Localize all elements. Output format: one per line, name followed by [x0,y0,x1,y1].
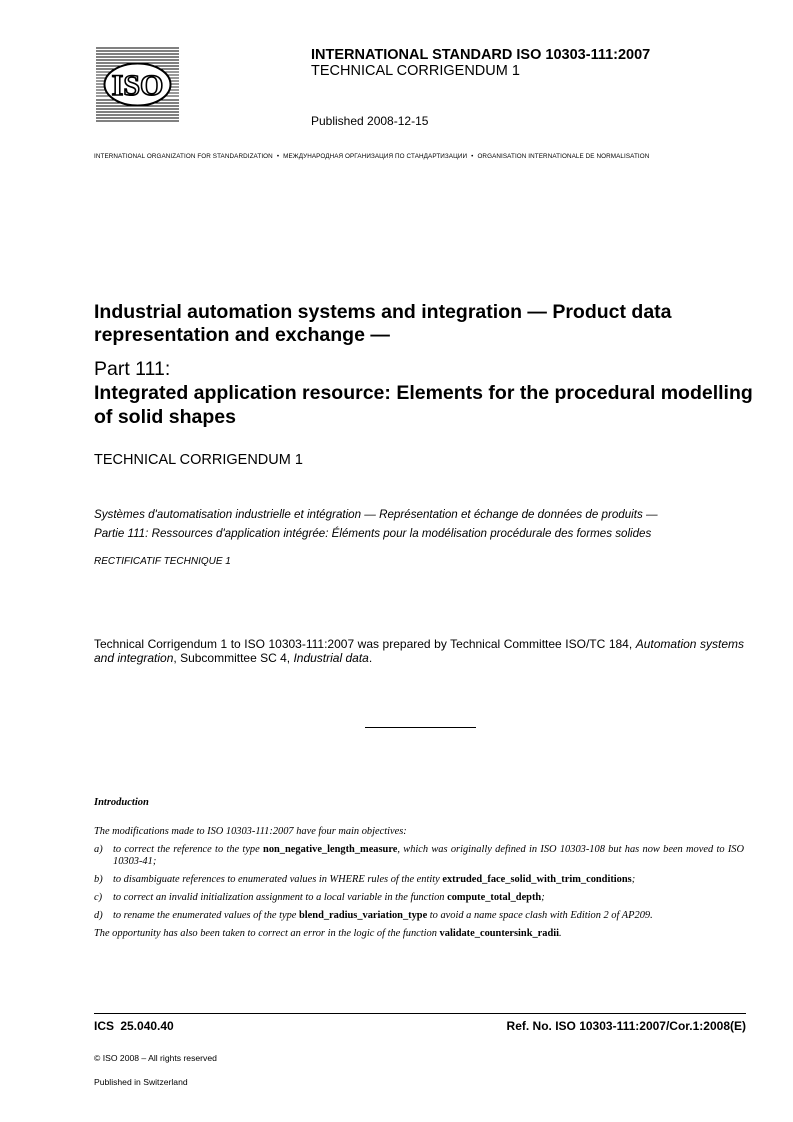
organization-names [94,153,750,160]
item-bold-term: extruded_face_solid_with_trim_conditions [442,874,632,885]
item-text: ; [631,874,636,885]
item-text: to avoid a name space clash with Edition 2 of AP209. [427,910,653,921]
ics-code: ICS 25.040.40 [94,1019,174,1033]
french-title-line1: Systèmes d'automatisation industrielle et intégration — Représentation et échange de données de produits — [94,508,658,521]
french-title-line2: Partie 111: Ressources d'application intégrée: Éléments pour la modélisation procédurale des formes solides [94,527,652,540]
prep-text: Technical Corrigendum 1 to ISO 10303-111:2007 was prepared by Technical Committee ISO/TC 184, [94,637,636,651]
item-marker: d) [94,910,103,921]
org-name-russian: МЕЖДУНАРОДНАЯ ОРГАНИЗАЦИЯ ПО СТАНДАРТИЗАЦИИ [283,153,468,160]
item-text: ; [541,892,545,903]
item-bold-term: blend_radius_variation_type [299,910,428,921]
corrigendum-subtitle: TECHNICAL CORRIGENDUM 1 [311,63,520,79]
item-text: to correct the reference to the type [113,844,264,855]
iso-logo [94,47,181,122]
item-text: , which was originally defined in ISO 10303-108 but has now been moved to ISO 10303-41; [113,844,744,867]
svg-text:ISO: ISO [111,69,164,102]
item-text: to rename the enumerated values of the type [113,910,300,921]
introduction-lead: The modifications made to ISO 10303-111:2007 have four main objectives: [94,826,407,837]
item-marker: a) [94,844,103,855]
footer-rule [94,1013,746,1014]
committee-name: Automation systems and integration [94,637,745,665]
item-marker: b) [94,874,103,885]
published-in: Published in Switzerland [94,1077,188,1087]
prep-text: , Subcommittee SC 4, [173,651,294,665]
part-number: Part 111: [94,358,171,380]
subcommittee-name: Industrial data [293,651,369,665]
objective-item [94,844,744,868]
closing-text: The opportunity has also been taken to correct an error in the logic of the function [94,928,440,939]
item-text: to correct an invalid initialization assignment to a local variable in the function [113,892,448,903]
introduction-body [94,826,744,946]
closing-text: . [559,928,562,939]
closing-bold-term: validate_countersink_radii [439,928,560,939]
item-bold-term: non_negative_length_measure [263,844,398,855]
org-separator: • [471,153,474,160]
preparation-statement [94,637,744,665]
objective-item [94,874,744,886]
introduction-heading: Introduction [94,797,149,808]
main-title: Industrial automation systems and integration — Product data representation and exchange — [94,301,672,346]
section-divider [365,727,476,728]
part-title: Integrated application resource: Elements for the procedural modelling of solid shapes [94,382,753,428]
objective-item [94,910,744,922]
french-corrigendum-label: RECTIFICATIF TECHNIQUE 1 [94,556,231,567]
corrigendum-label: TECHNICAL CORRIGENDUM 1 [94,452,303,468]
copyright-notice: © ISO 2008 – All rights reserved [94,1053,217,1063]
iso-logo-icon [94,47,181,122]
introduction-closing [94,928,744,940]
org-name-english: INTERNATIONAL ORGANIZATION FOR STANDARDIZATION [94,153,273,160]
item-bold-term: compute_total_depth [447,892,542,903]
reference-number: Ref. No. ISO 10303-111:2007/Cor.1:2008(E) [506,1019,746,1033]
objective-item [94,892,744,904]
published-date: Published 2008-12-15 [311,114,429,128]
item-text: to disambiguate references to enumerated values in WHERE rules of the entity [113,874,443,885]
org-separator: • [276,153,280,160]
standard-title: INTERNATIONAL STANDARD ISO 10303-111:2007 [311,47,651,63]
prep-text: . [368,651,373,665]
item-marker: c) [94,892,103,903]
org-name-french: ORGANISATION INTERNATIONALE DE NORMALISATION [477,153,650,160]
